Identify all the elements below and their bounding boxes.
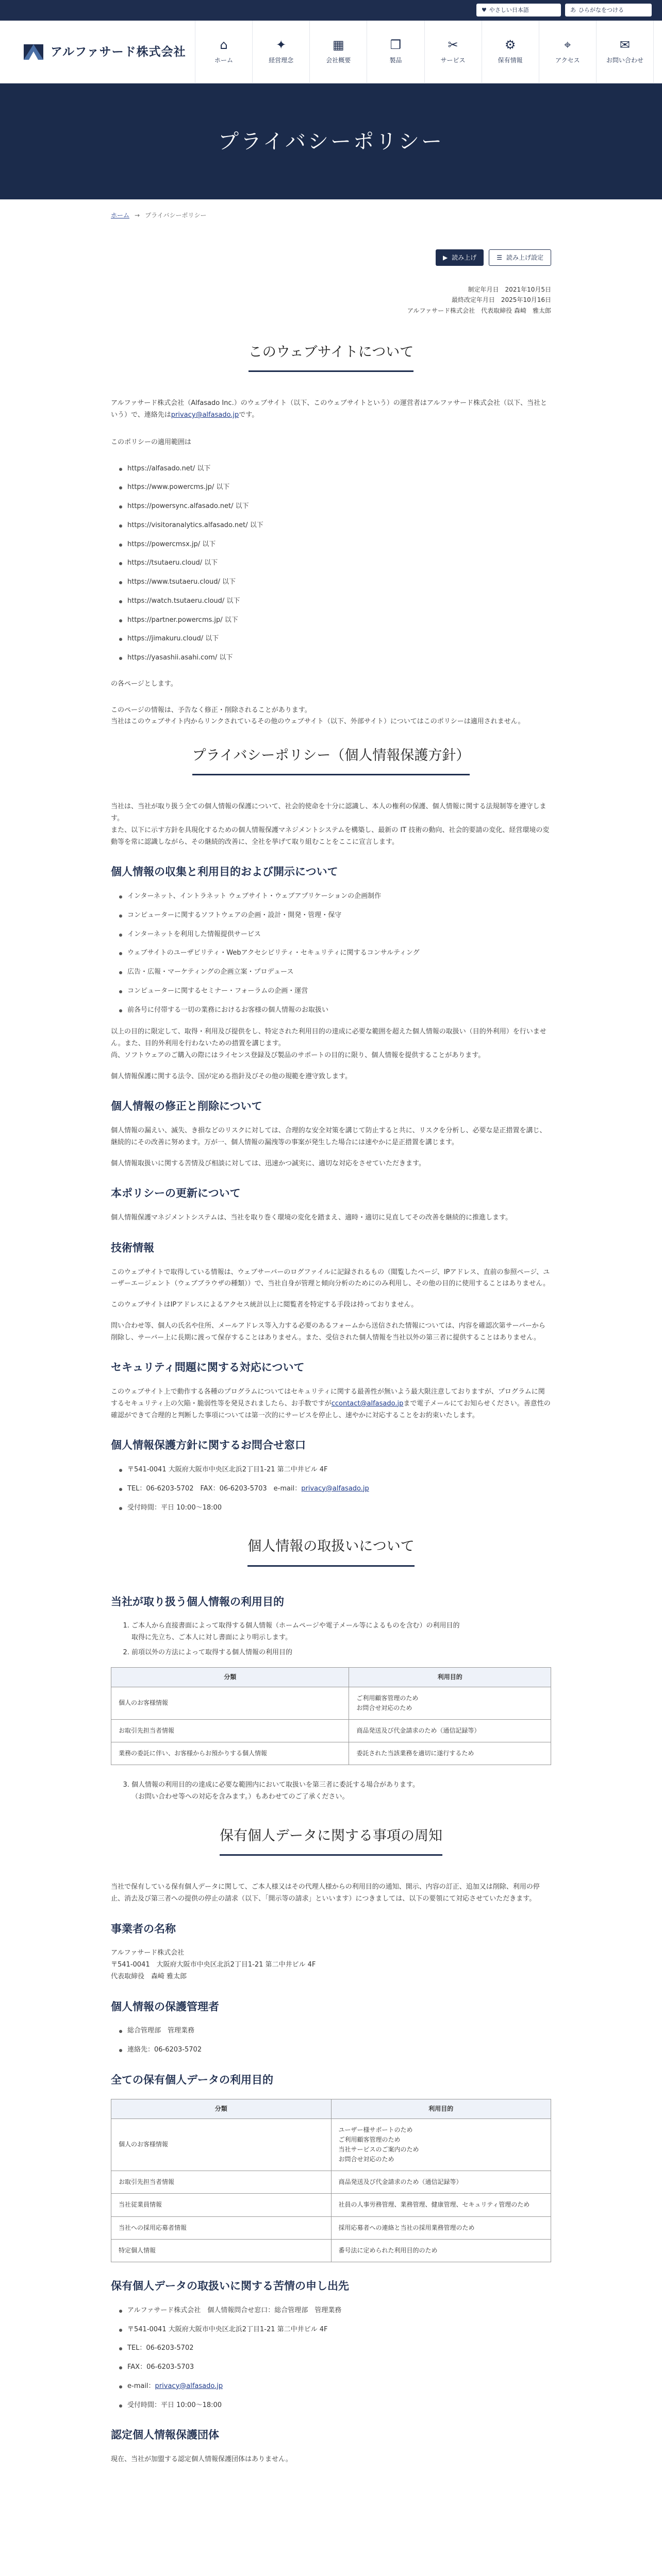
settings-icon: ☰ xyxy=(496,253,502,261)
site-item: https://partner.powercms.jp/ 以下 xyxy=(119,615,551,626)
handling-list xyxy=(131,1620,551,1658)
site-header xyxy=(0,21,662,83)
site-item: https://alfasado.net/ 以下 xyxy=(119,463,551,475)
mail-icon: ✉ xyxy=(619,37,630,52)
correct-paragraph-1: 個人情報の漏えい、滅失、き損などのリスクに対しては、合理的な安全対策を講じて防止すると共に、リスクを分析し、必要な是正措置を講じ、継続的にその改善に努めます。万が一、個人情報の漏洩等の事案が発生した場合には速やかに是正措置を講じます。 xyxy=(111,1127,547,1146)
nav-products[interactable]: ❒ 製品 xyxy=(367,21,424,83)
section-handling-title: 個人情報の取扱いについて xyxy=(111,1534,551,1566)
site-item: https://visitoranalytics.alfasado.net/ 以下 xyxy=(119,520,551,532)
list-item: アルファサード株式会社 個人情報問合せ窓口：総合管理部 管理業務 xyxy=(119,2305,551,2317)
nav-contact[interactable]: ✉ お問い合わせ xyxy=(596,21,654,83)
breadcrumb-current: プライバシーポリシー xyxy=(145,212,207,219)
section-policy-title: プライバシーポリシー（個人情報保護方針） xyxy=(111,743,551,775)
building-icon: ▦ xyxy=(332,37,344,52)
collect-paragraph-1: 以上の目的に限定して、取得・利用及び提供をし、特定された利用目的の達成に必要な範囲を超えた個人情報の取扱い（目的外利用）を行いません。また、目的外利用を行わないための措置を講じます。 xyxy=(111,1028,547,1047)
site-item: https://www.powercms.jp/ 以下 xyxy=(119,482,551,494)
correct-paragraph-2: 個人情報取扱いに関する苦情及び相談に対しては、迅速かつ誠実に、適切な対応をさせていただきます。 xyxy=(111,1159,425,1167)
nav-home[interactable]: ⌂ ホーム xyxy=(195,21,252,83)
table-header: 分類 xyxy=(111,1667,349,1687)
list-item: TEL：06-6203-5702 xyxy=(119,2343,551,2354)
contact-title: 個人情報保護方針に関するお問合せ窓口 xyxy=(111,1439,306,1452)
retained-intro: 当社で保有している保有個人データに関して、ご本人様又はその代理人様からの利用目的の通知、開示、内容の訂正、追加又は削除、利用の停止、消去及び第三者への提供の停止の請求（以下、「開示等の請求」といいます）につきましては、以下の要領にて対応させていただきます。 xyxy=(111,1883,540,1903)
gear-icon: ⚙ xyxy=(504,37,516,52)
table-row: 当社への採用応募者情報 採用応募者への連絡と当社の採用業務管理のため xyxy=(111,2216,551,2239)
security-title: セキュリティ問題に関する対応について xyxy=(111,1361,305,1374)
tech-paragraph-2: このウェブサイトはIPアドレスによるアクセス統計以上に閲覧者を特定する手段は持っておりません。 xyxy=(111,1301,418,1309)
site-list xyxy=(119,463,551,664)
correct-title: 個人情報の修正と削除について xyxy=(111,1100,262,1113)
main-content xyxy=(111,340,551,2475)
security-paragraph: このウェブサイト上で動作する各種のプログラムについてはセキュリティに関する最善性が無いよう最大限注意しておりますが、プログラムに関するセキュリティ上の欠陥・脆弱性等を発見されましたら、お手数ですがccontact@alfasado.jpまで電子メールにてお知らせください。善意性の確認ができて合理的と判断した事項については第一次的にサービスを停止し、速やかに対応することをお約束いたします。 xyxy=(111,1388,551,1419)
section-retained-title: 保有個人データに関する事項の周知 xyxy=(111,1824,551,1856)
handling-list-cont xyxy=(131,1780,551,1803)
complaint-title: 保有個人データの取扱いに関する苦情の申し出先 xyxy=(111,2280,349,2292)
section-about-title: このウェブサイトについて xyxy=(111,340,551,372)
read-aloud-button[interactable]: ▶ 読み上げ xyxy=(436,249,484,266)
nav-services[interactable]: ✂ サービス xyxy=(424,21,482,83)
site-item: https://yasashii.asahi.com/ 以下 xyxy=(119,652,551,664)
list-item: 3. 個人情報の利用目的の達成に必要な範囲内において取扱いを第三者に委託する場合があります。 （お問い合わせ等への対応を含みます。）もあわせてのご了承ください。 xyxy=(131,1780,551,1803)
tech-paragraph-1: このウェブサイトで取得している情報は、ウェブサーバーのログファイルに記録されるもの（閲覧したページ、IPアドレス、直前の参照ページ、ユーザーエージェント（ウェブブラウザの種類））で、当社自身が管理と傾向分析のためにのみ利用し、その他の目的に使用することはありません。 xyxy=(111,1268,550,1288)
list-item: 〒541-0041 大阪府大阪市中央区北浜2丁目1-21 第二中井ビル 4F xyxy=(119,2324,551,2336)
compass-icon: ✦ xyxy=(276,37,287,52)
home-icon: ⌂ xyxy=(220,37,228,52)
list-item: 広告・広報・マーケティングの企画立案・プロデュース xyxy=(119,967,551,978)
scope-tail: の各ページとします。 xyxy=(111,680,177,688)
utility-bar xyxy=(0,0,662,21)
complaint-list xyxy=(119,2305,551,2412)
furigana-button[interactable]: あ ひらがなをつける xyxy=(565,4,652,16)
business-name-title: 事業者の名称 xyxy=(111,1922,176,1935)
gift-icon: ❒ xyxy=(390,37,402,52)
language-icon: あ xyxy=(570,6,576,13)
list-item: ウェブサイトのユーザビリティ・Webアクセシビリティ・セキュリティに関するコンサルティング xyxy=(119,947,551,959)
list-item: 総合管理部 管理業務 xyxy=(119,2025,551,2037)
list-item: コンピューターに関するソフトウェアの企画・設計・開発・管理・保守 xyxy=(119,910,551,922)
tools-icon: ✂ xyxy=(448,37,458,52)
policy-dates: 制定年月日 2021年10月5日 最終改定年月日 2025年10月16日 アルファサード株式会社 代表取締役 森崎 雅太郎 xyxy=(407,286,551,314)
scope-label: このポリシーの適用範囲は xyxy=(111,438,192,446)
list-item: 前各号に付帯する一切の業務におけるお客様の個人情報のお取扱い xyxy=(119,1005,551,1016)
about-note-1: このページの情報は、予告なく修正・削除されることがあります。 xyxy=(111,706,311,714)
table-row: お取引先担当者情報 商品発送及び代金請求のため（通信記録等） xyxy=(111,1719,551,1742)
breadcrumb-home[interactable]: ホーム xyxy=(111,212,130,219)
org-title: 認定個人情報保護団体 xyxy=(111,2429,219,2442)
map-pin-icon: ⌖ xyxy=(564,37,571,52)
privacy-email-link[interactable]: privacy@alfasado.jp xyxy=(171,411,239,419)
list-item: 〒541-0041 大阪府大阪市中央区北浜2丁目1-21 第二中井ビル 4F xyxy=(119,1464,551,1476)
breadcrumb xyxy=(111,210,206,221)
list-item: 受付時間：平日 10:00～18:00 xyxy=(119,1502,551,1514)
complaint-email-link[interactable]: privacy@alfasado.jp xyxy=(155,2382,223,2390)
org-paragraph: 現在、当社が加盟する認定個人情報保護団体はありません。 xyxy=(111,2455,292,2463)
table-row: お取引先担当者情報 商品発送及び代金請求のため（通信記録等） xyxy=(111,2171,551,2194)
nav-philosophy[interactable]: ✦ 経営理念 xyxy=(252,21,309,83)
table-row: 特定個人情報 番号法に定められた利用目的のため xyxy=(111,2239,551,2262)
list-item: インターネットを利用した情報提供サービス xyxy=(119,929,551,941)
site-item: https://powercmsx.jp/ 以下 xyxy=(119,539,551,551)
site-item: https://www.tsutaeru.cloud/ 以下 xyxy=(119,577,551,588)
table-header: 利用目的 xyxy=(349,1667,551,1687)
list-item: 1. ご本人から直接書面によって取得する個人情報（ホームページや電子メール等によるものを含む）の利用目的 取得に先立ち、ご本人に対し書面により明示します。 xyxy=(131,1620,551,1644)
nav-information[interactable]: ⚙ 保有情報 xyxy=(482,21,539,83)
contact-email-link[interactable]: privacy@alfasado.jp xyxy=(301,1484,369,1493)
site-item: https://jimakuru.cloud/ 以下 xyxy=(119,633,551,645)
manager-list xyxy=(119,2025,551,2056)
site-item: https://powersync.alfasado.net/ 以下 xyxy=(119,501,551,513)
handling-purpose-table xyxy=(111,1667,551,1766)
collect-title: 個人情報の収集と利用目的および開示について xyxy=(111,866,338,878)
nav-company[interactable]: ▦ 会社概要 xyxy=(309,21,367,83)
business-list xyxy=(119,891,551,1016)
table-row: 個人のお客様情報 ユーザー様サポートのため ご利用顧客管理のため 当社サービスのご案内のため お問合せ対応のため xyxy=(111,2119,551,2171)
collect-paragraph-2: 尚、ソフトウェアのご購入の際にはライセンス登録及び製品のサポートの目的に限り、個人情報を提供することがあります。 xyxy=(111,1051,485,1059)
update-paragraph: 個人情報保護マネジメントシステムは、当社を取り巻く環境の変化を踏まえ、適時・適切に見直してその改善を継続的に推進します。 xyxy=(111,1214,512,1222)
table-row: 個人のお客様情報 ご利用顧客管理のため お問合せ対応のため xyxy=(111,1687,551,1719)
list-item: 連絡先：06-6203-5702 xyxy=(119,2044,551,2056)
read-settings-button[interactable]: ☰ 読み上げ設定 xyxy=(489,249,551,266)
retained-purpose-table xyxy=(111,2099,551,2263)
site-logo[interactable]: アルファサード株式会社 xyxy=(22,40,186,64)
tech-paragraph-3: 問い合わせ等、個人の氏名や住所、メールアドレス等入力する必要のあるフォームから送信された情報については、内容を確認次第サーバーから削除し、サーバー上に長期に渡って保存することはありません。また、受信された個人情報を当社以外の第三者に提供することはありません。 xyxy=(111,1321,545,1342)
about-intro: アルファサード株式会社（Alfasado Inc.）のウェブサイト（以下、このウェブサイトという）の運営者はアルファサード株式会社（以下、当社という）で、連絡先はprivacy@alfasado.jpです。 xyxy=(111,399,548,419)
tech-title: 技術情報 xyxy=(111,1241,154,1254)
speaker-icon: ▶ xyxy=(442,253,448,261)
table-row: 当社従業員情報 社員の人事労務管理、業務管理、健康管理、セキュリティ管理のため xyxy=(111,2194,551,2216)
policy-lead-2: また、以下に示す方針を具現化するための個人情報保護マネジメントシステムを構築し、最新の IT 技術の動向、社会的要請の変化、経営環境の変動等を常に認識しながら、その継続的改善に、全社を挙げて取り組むことをここに宣言します。 xyxy=(111,826,550,846)
list-item: TEL：06-6203-5702 FAX：06-6203-5703 e-mail：privacy@alfasado.jp xyxy=(119,1483,551,1495)
logo-mark-icon xyxy=(22,40,45,64)
handling-purpose-title: 当社が取り扱う個人情報の利用目的 xyxy=(111,1595,284,1608)
table-header: 利用目的 xyxy=(331,2099,551,2119)
table-header: 分類 xyxy=(111,2099,332,2119)
list-item: コンピューターに関するセミナー・フォーラムの企画・運営 xyxy=(119,986,551,997)
manager-title: 個人情報の保護管理者 xyxy=(111,2000,219,2013)
page-title: プライバシーポリシー xyxy=(218,129,444,154)
list-item: e-mail：privacy@alfasado.jp xyxy=(119,2381,551,2393)
global-nav xyxy=(195,21,654,83)
policy-lead-1: 当社は、当社が取り扱う全ての個人情報の保護について、社会的使命を十分に認識し、本人の権利の保護、個人情報に関する法規制等を遵守します。 xyxy=(111,803,547,822)
list-item: 2. 前項以外の方法によって取得する個人情報の利用目的 xyxy=(131,1647,551,1659)
list-item: インターネット、イントラネット ウェブサイト・ウェブアプリケーションの企画制作 xyxy=(119,891,551,903)
nav-access[interactable]: ⌖ アクセス xyxy=(539,21,596,83)
contact-list xyxy=(119,1464,551,1514)
breadcrumb-separator: → xyxy=(135,212,140,219)
site-item: https://tsutaeru.cloud/ 以下 xyxy=(119,557,551,569)
retained-purpose-title: 全ての保有個人データの利用目的 xyxy=(111,2073,273,2086)
page-hero xyxy=(0,83,662,199)
table-row: 業務の委託に伴い、お客様からお預かりする個人情報 委託された当該業務を適切に遂行するため xyxy=(111,1742,551,1765)
collect-paragraph-3: 個人情報保護に関する法令、国が定める指針及びその他の規範を遵守致します。 xyxy=(111,1072,352,1080)
about-note-2: 当社はこのウェブサイト内からリンクされているその他のウェブサイト（以下、外部サイト）についてはこのポリシーは適用されません。 xyxy=(111,718,525,726)
easy-japanese-button[interactable]: ♥ やさしい日本語 xyxy=(476,4,561,16)
list-item: FAX：06-6203-5703 xyxy=(119,2362,551,2374)
update-title: 本ポリシーの更新について xyxy=(111,1187,241,1200)
site-item: https://watch.tsutaeru.cloud/ 以下 xyxy=(119,596,551,607)
list-item: 受付時間：平日 10:00～18:00 xyxy=(119,2400,551,2412)
read-aloud-bar xyxy=(436,249,551,266)
business-name-block: アルファサード株式会社 〒541-0041 大阪府大阪市中央区北浜2丁目1-21 第二中井ビル 4F 代表取締役 森崎 雅太郎 xyxy=(111,1949,316,1980)
security-email-link[interactable]: ccontact@alfasado.jp xyxy=(331,1399,404,1408)
heart-icon: ♥ xyxy=(482,6,487,13)
